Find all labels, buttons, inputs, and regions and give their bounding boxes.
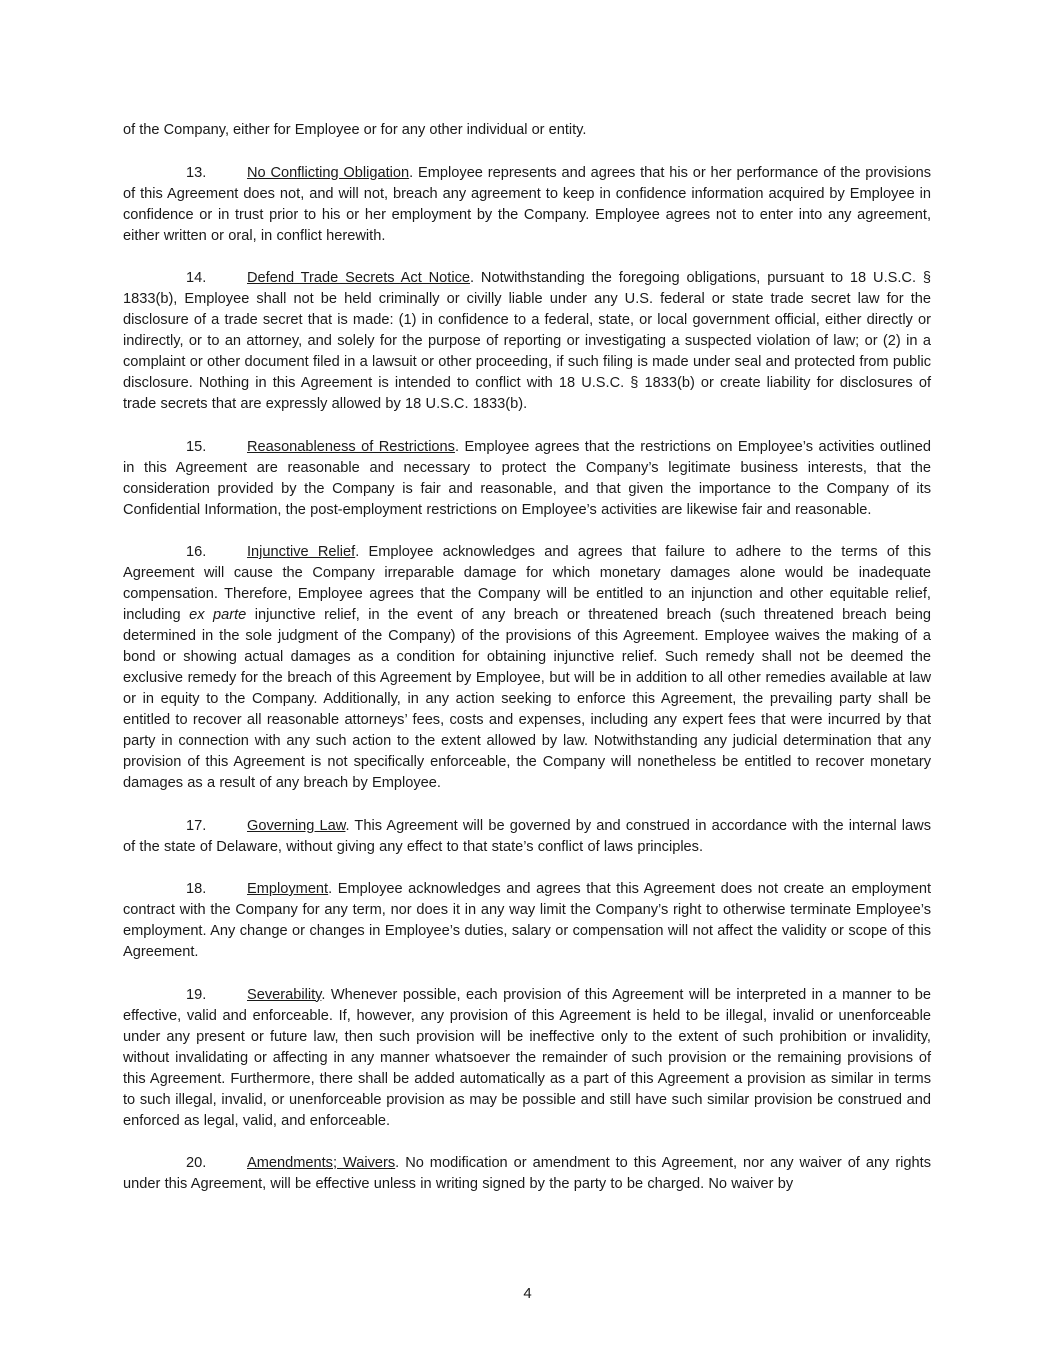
section-body-italic: ex parte bbox=[189, 607, 247, 623]
page-number: 4 bbox=[523, 1285, 532, 1302]
section-16 bbox=[123, 542, 931, 794]
section-number: 17. bbox=[186, 817, 207, 834]
section-title: Severability bbox=[247, 986, 322, 1003]
section-body: . Notwithstanding the foregoing obligations, pursuant to 18 U.S.C. § 1833(b), Employee shall not be held criminally or civilly liable under any U.S. federal or state trade secret law for the disclosure of a trade secret that is made: (1) in confidence to a federal, state, or local government official, either directly or indirectly, or to an attorney, and solely for the purpose of reporting or investigating a suspected violation of law; or (2) in a complaint or other document filed in a lawsuit or other proceeding, if such filing is made under seal and protected from public disclosure. Nothing in this Agreement is intended to conflict with 18 U.S.C. § 1833(b) or create liability for disclosures of trade secrets that are expressly allowed by 18 U.S.C. 1833(b). bbox=[123, 270, 932, 412]
section-number: 13. bbox=[186, 164, 207, 181]
section-number: 19. bbox=[186, 986, 207, 1003]
continued-paragraph: of the Company, either for Employee or for any other individual or entity. bbox=[123, 122, 587, 138]
section-title: Amendments; Waivers bbox=[247, 1155, 396, 1171]
section-number: 20. bbox=[186, 1155, 207, 1171]
section-title: Reasonableness of Restrictions bbox=[247, 438, 455, 455]
section-title: Employment bbox=[247, 881, 329, 897]
section-number: 14. bbox=[186, 270, 207, 286]
section-title: Governing Law bbox=[247, 817, 346, 834]
section-body: . Employee acknowledges and agrees that this Agreement does not create an employment contract with the Company for any term, nor does it in any way limit the Company’s right to otherwise terminate Employee’s employment. Any change or changes in Employee’s duties, salary or compensation will not affect the validity or scope of this Agreement. bbox=[123, 881, 931, 960]
section-body: . No modification or amendment to this Agreement, nor any waiver of any rights under this Agreement, will be effective unless in writing signed by the party to be charged. No waiver by bbox=[123, 1155, 932, 1192]
section-number: 18. bbox=[186, 881, 207, 897]
section-number: 15. bbox=[186, 438, 207, 455]
document-page bbox=[123, 120, 931, 1217]
section-body: . Whenever possible, each provision of this Agreement will be interpreted in a manner to be effective, valid and enforceable. If, however, any provision of this Agreement is held to be illegal, invalid or unenforceable under any present or future law, then such provision will be ineffective only to the extent of such prohibition or invalidity, without invalidating or affecting in any manner whatsoever the remainder of such provision or the remaining provisions of this Agreement. Furthermore, there shall be added automatically as a part of this Agreement a provision as similar in terms to such illegal, invalid, or unenforceable provision as may be possible and still have such similar provision be construed and enforced as legal, valid, and enforceable. bbox=[123, 986, 931, 1129]
section-14 bbox=[123, 268, 931, 415]
section-title: Injunctive Relief bbox=[247, 544, 356, 560]
section-title: Defend Trade Secrets Act Notice bbox=[247, 270, 470, 286]
section-13 bbox=[123, 163, 931, 247]
section-number: 16. bbox=[186, 544, 207, 560]
section-19 bbox=[123, 985, 931, 1132]
section-body: . Employee represents and agrees that his or her performance of the provisions of this Agreement does not, and will not, breach any agreement to keep in confidence information acquired by Employee in confidence or in trust prior to his or her employment by the Company. Employee agrees not to enter into any agreement, either written or oral, in conflict herewith. bbox=[123, 164, 931, 244]
section-body: . Employee agrees that the restrictions on Employee’s activities outlined in this Agreement are reasonable and necessary to protect the Company’s legitimate business interests, that the consideration provided by the Company is fair and reasonable, and that given the importance to the Company of its Confidential Information, the post-employment restrictions on Employee’s activities are likewise fair and reasonable. bbox=[123, 438, 931, 518]
section-body: . This Agreement will be governed by and construed in accordance with the internal laws of the state of Delaware, without giving any effect to that state’s conflict of laws principles. bbox=[123, 817, 931, 855]
section-20 bbox=[123, 1153, 931, 1195]
section-15 bbox=[123, 437, 931, 521]
section-18 bbox=[123, 879, 931, 963]
section-body-continued: injunctive relief, in the event of any breach or threatened breach (such threatened breach being determined in the sole judgment of the Company) of the provisions of this Agreement. Employee waives the making of a bond or showing actual damages as a condition for obtaining injunctive relief. Such remedy shall not be deemed the exclusive remedy for the breach of this Agreement by Employee, but will be in addition to all other remedies available at law or in equity to the Company. Additionally, in any action seeking to enforce this Agreement, the prevailing party shall be entitled to recover all reasonable attorneys’ fees, costs and expenses, including any expert fees that were incurred by that party in connection with any such action to the extent allowed by law. Notwithstanding any judicial determination that any provision of this Agreement is not specifically enforceable, the Company will nonetheless be entitled to recover monetary damages as a result of any breach by Employee. bbox=[123, 607, 931, 791]
section-body: . Employee acknowledges and agrees that failure to adhere to the terms of this Agreement will cause the Company irreparable damage for which monetary damages alone would be inadequate compensation. Therefore, Employee agrees that the Company will be entitled to an injunction and other equitable relief, including bbox=[123, 544, 931, 623]
section-title: No Conflicting Obligation bbox=[247, 164, 410, 181]
section-17 bbox=[123, 816, 931, 858]
